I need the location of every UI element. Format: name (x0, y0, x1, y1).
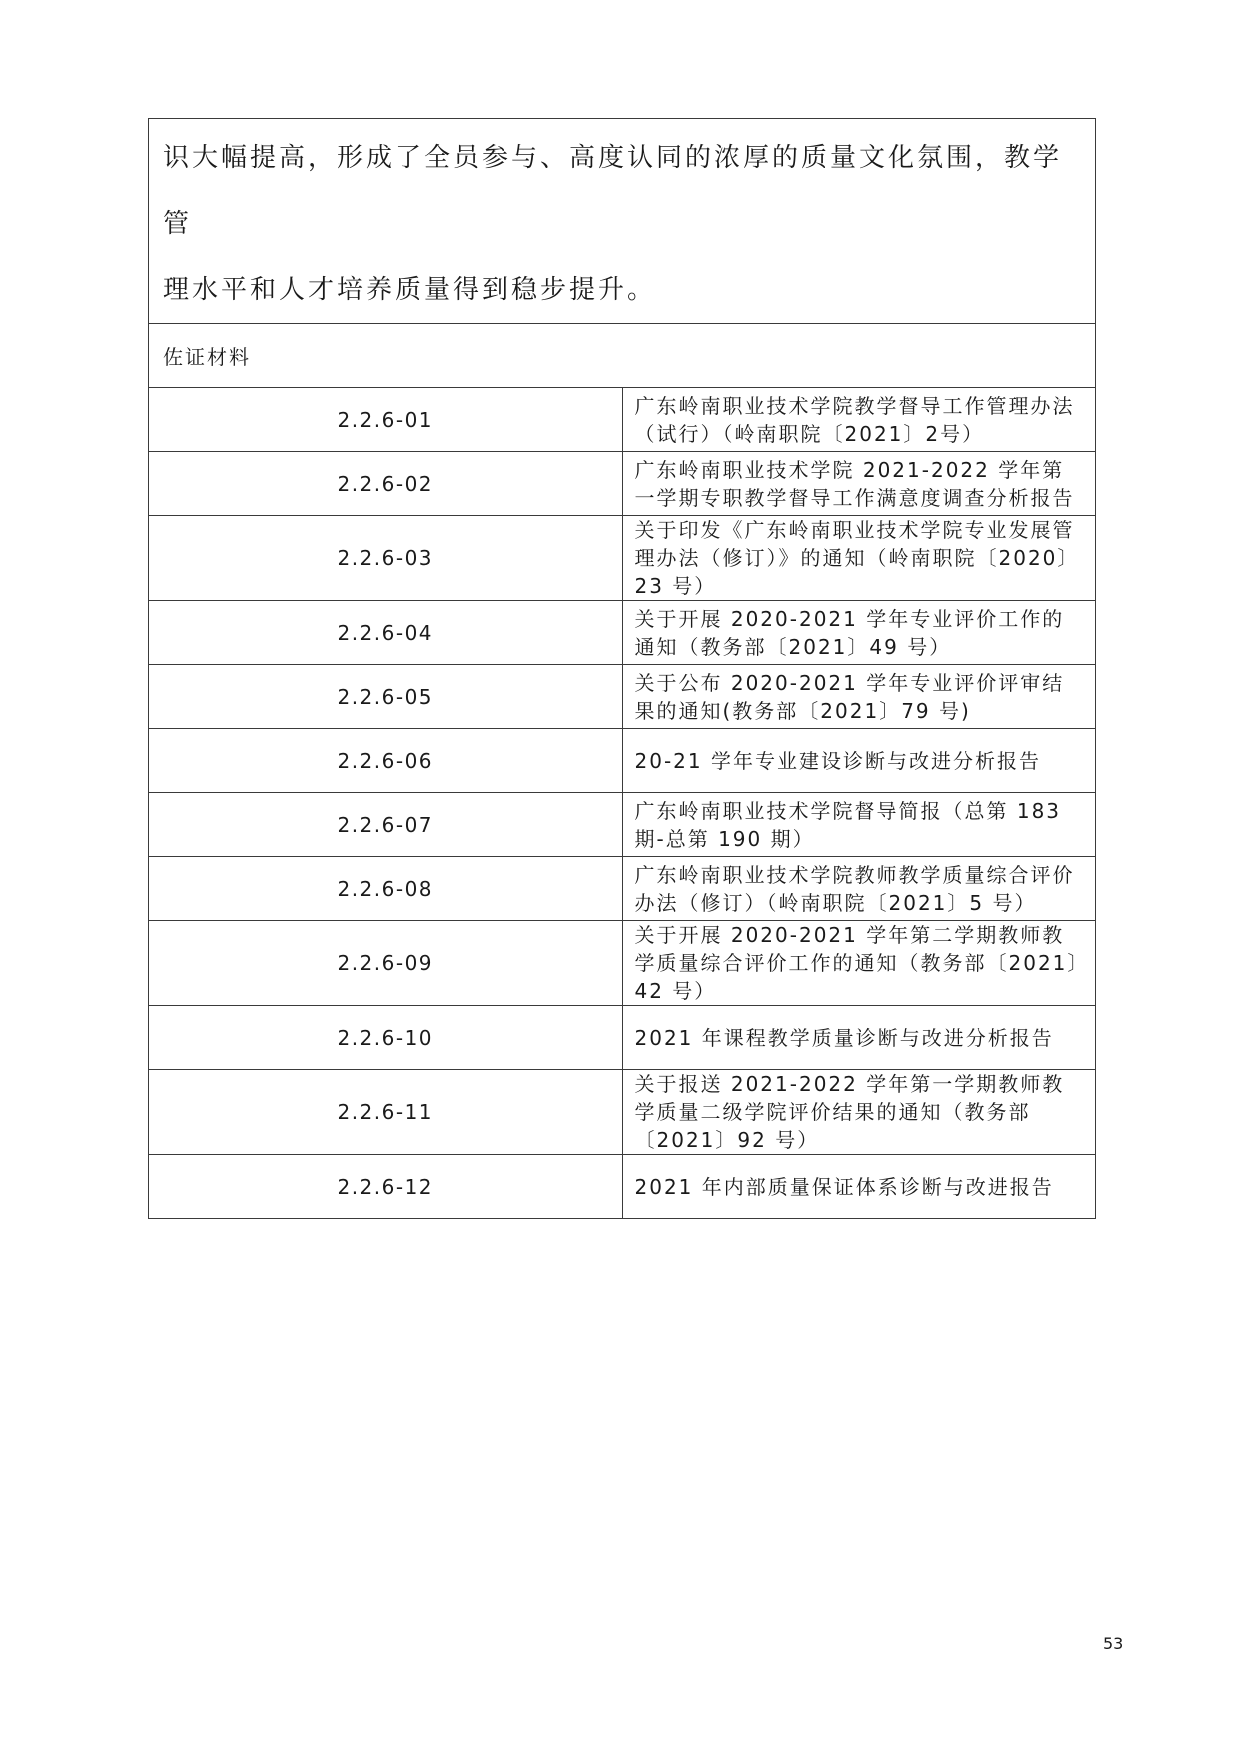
evidence-label: 佐证材料 (163, 345, 251, 369)
table-row (149, 601, 1096, 665)
evidence-label-cell (149, 324, 1096, 388)
evidence-code: 2.2.6-07 (149, 793, 623, 857)
evidence-title: 广东岭南职业技术学院督导简报（总第 183 期-总第 190 期） (622, 793, 1096, 857)
evidence-code: 2.2.6-04 (149, 601, 623, 665)
table-row (149, 1155, 1096, 1219)
table-row (149, 665, 1096, 729)
evidence-code: 2.2.6-03 (149, 516, 623, 601)
paragraph-cell (149, 119, 1096, 324)
evidence-table (148, 118, 1096, 1219)
evidence-code: 2.2.6-05 (149, 665, 623, 729)
paragraph-text (149, 119, 1095, 323)
evidence-rows (149, 388, 1096, 1219)
evidence-code: 2.2.6-02 (149, 452, 623, 516)
evidence-title: 关于报送 2021-2022 学年第一学期教师教学质量二级学院评价结果的通知（教务部〔2021〕92 号） (622, 1070, 1096, 1155)
evidence-title: 20-21 学年专业建设诊断与改进分析报告 (622, 729, 1096, 793)
evidence-code: 2.2.6-10 (149, 1006, 623, 1070)
page-number: 53 (1103, 1634, 1124, 1653)
evidence-code: 2.2.6-08 (149, 857, 623, 921)
evidence-title: 2021 年课程教学质量诊断与改进分析报告 (622, 1006, 1096, 1070)
evidence-title: 广东岭南职业技术学院教学督导工作管理办法（试行）（岭南职院〔2021〕2号） (622, 388, 1096, 452)
table-row (149, 516, 1096, 601)
evidence-title: 关于印发《广东岭南职业技术学院专业发展管理办法（修订）》的通知（岭南职院〔2020〕23 号） (622, 516, 1096, 601)
evidence-title: 关于开展 2020-2021 学年专业评价工作的通知（教务部〔2021〕49 号） (622, 601, 1096, 665)
table-row (149, 921, 1096, 1006)
evidence-code: 2.2.6-01 (149, 388, 623, 452)
evidence-title: 广东岭南职业技术学院教师教学质量综合评价办法（修订）（岭南职院〔2021〕5 号） (622, 857, 1096, 921)
evidence-title: 2021 年内部质量保证体系诊断与改进报告 (622, 1155, 1096, 1219)
table-row (149, 1006, 1096, 1070)
table-row (149, 1070, 1096, 1155)
evidence-label-row (149, 324, 1096, 388)
table-row (149, 857, 1096, 921)
evidence-title: 关于开展 2020-2021 学年第二学期教师教学质量综合评价工作的通知（教务部〔2021〕42 号） (622, 921, 1096, 1006)
paragraph-line-1: 识大幅提高，形成了全员参与、高度认同的浓厚的质量文化氛围，教学管 (163, 143, 1063, 239)
table-row (149, 793, 1096, 857)
evidence-title: 关于公布 2020-2021 学年专业评价评审结果的通知(教务部〔2021〕79 号) (622, 665, 1096, 729)
table-row (149, 729, 1096, 793)
paragraph-row (149, 119, 1096, 324)
evidence-code: 2.2.6-11 (149, 1070, 623, 1155)
evidence-code: 2.2.6-06 (149, 729, 623, 793)
evidence-title: 广东岭南职业技术学院 2021-2022 学年第一学期专职教学督导工作满意度调查分析报告 (622, 452, 1096, 516)
evidence-code: 2.2.6-09 (149, 921, 623, 1006)
table-row (149, 388, 1096, 452)
paragraph-line-2: 理水平和人才培养质量得到稳步提升。 (163, 275, 657, 305)
evidence-code: 2.2.6-12 (149, 1155, 623, 1219)
table-row (149, 452, 1096, 516)
